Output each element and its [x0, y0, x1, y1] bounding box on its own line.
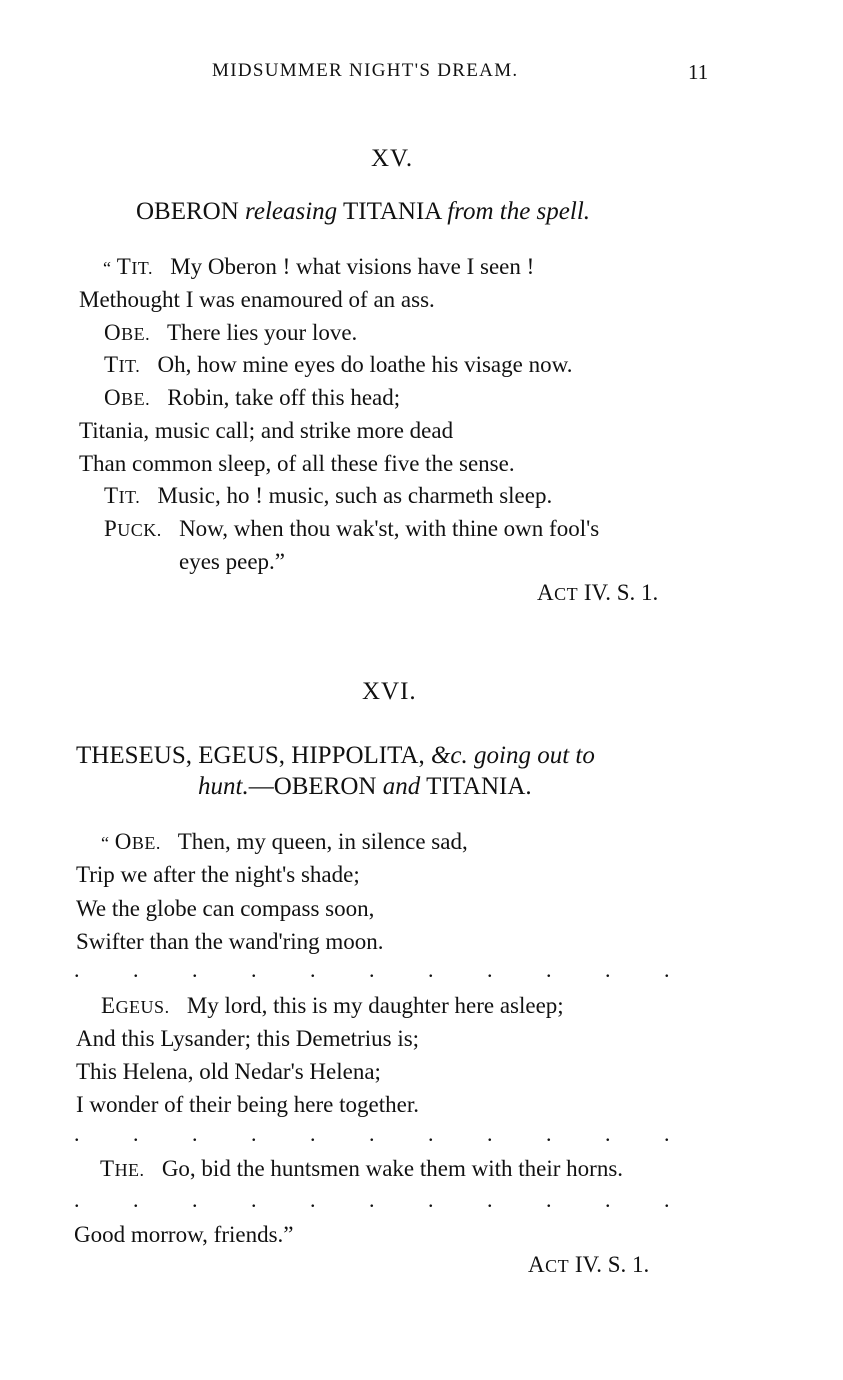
- verse-text: Now, when thou wak'st, with thine own fool's: [179, 516, 600, 541]
- title-part: OBERON: [136, 198, 239, 225]
- ellipsis-row: . . . . . . . . . . .: [74, 1187, 670, 1212]
- verse-line: Than common sleep, of all these five the sense.: [79, 451, 515, 476]
- verse-text: Robin, take off this head;: [167, 385, 401, 410]
- verse-line: [104, 516, 599, 542]
- title-part: from the spell.: [447, 198, 591, 225]
- section-title-xv: [136, 198, 590, 226]
- verse-line: [104, 483, 552, 509]
- act-label: ACT: [537, 580, 579, 605]
- speaker-name: TIT.: [104, 352, 141, 377]
- verse-line: Good morrow, friends.”: [74, 1222, 294, 1247]
- verse-line: I wonder of their being here together.: [76, 1092, 419, 1117]
- verse-text: Music, ho ! music, such as charmeth sleep.: [157, 483, 553, 508]
- act-scene: IV. S. 1.: [574, 1252, 650, 1277]
- speaker-name: OBE.: [104, 320, 151, 345]
- verse-line: [103, 254, 534, 280]
- title-part: and: [382, 773, 421, 800]
- title-part: releasing: [245, 198, 338, 225]
- speaker-name: OBE.: [104, 385, 151, 410]
- speaker-name: TIT.: [104, 483, 141, 508]
- speaker-name: PUCK.: [104, 516, 162, 541]
- speaker-name: THE.: [100, 1156, 145, 1181]
- verse-text: Oh, how mine eyes do loathe his visage now.: [157, 352, 573, 377]
- section-numeral-xvi: XVI.: [362, 678, 417, 705]
- title-part: TITANIA.: [426, 773, 532, 800]
- title-part: &c. going out to: [430, 742, 595, 769]
- speaker-name: EGEUS.: [101, 993, 170, 1018]
- section-title-xvi-line2: [198, 773, 532, 801]
- page-number: 11: [688, 60, 709, 84]
- verse-text: There lies your love.: [166, 320, 358, 345]
- verse-line: This Helena, old Nedar's Helena;: [76, 1059, 381, 1084]
- verse-line: [100, 1156, 623, 1182]
- title-part: hunt.: [198, 773, 249, 800]
- title-part: TITANIA: [342, 198, 441, 225]
- section-numeral-xv: XV.: [371, 145, 414, 172]
- ellipsis-row: . . . . . . . . . . .: [74, 1121, 670, 1146]
- verse-text: Go, bid the huntsmen wake them with their horns.: [161, 1156, 624, 1181]
- act-label: ACT: [528, 1252, 570, 1277]
- verse-text: Then, my queen, in silence sad,: [177, 829, 468, 854]
- verse-text: My Oberon ! what visions have I seen !: [170, 254, 535, 279]
- title-part: —OBERON: [248, 773, 377, 800]
- speaker-name: TIT.: [116, 254, 153, 279]
- verse-text: My lord, this is my daughter here asleep;: [186, 993, 564, 1018]
- verse-line: [101, 993, 564, 1019]
- ellipsis-row: . . . . . . . . . . .: [74, 957, 670, 982]
- speaker-name: OBE.: [114, 829, 161, 854]
- act-scene-reference: [537, 580, 658, 606]
- verse-line: eyes peep.”: [179, 549, 285, 574]
- verse-line: Trip we after the night's shade;: [76, 862, 360, 887]
- verse-line: Swifter than the wand'ring moon.: [76, 929, 384, 954]
- verse-line: [104, 352, 572, 378]
- act-scene-reference: [528, 1252, 649, 1278]
- running-header: MIDSUMMER NIGHT'S DREAM.: [212, 60, 519, 81]
- verse-line: [101, 829, 468, 855]
- verse-line: [104, 385, 400, 411]
- verse-line: We the globe can compass soon,: [76, 896, 375, 921]
- open-quote: “: [103, 258, 111, 278]
- act-scene: IV. S. 1.: [583, 580, 659, 605]
- title-part: THESEUS, EGEUS, HIPPOLITA,: [76, 742, 425, 769]
- verse-line: Titania, music call; and strike more dead: [79, 418, 454, 443]
- verse-line: [104, 320, 357, 346]
- verse-line: And this Lysander; this Demetrius is;: [76, 1026, 420, 1051]
- verse-line: Methought I was enamoured of an ass.: [79, 287, 435, 312]
- section-title-xvi: [76, 742, 595, 770]
- open-quote: “: [101, 833, 109, 853]
